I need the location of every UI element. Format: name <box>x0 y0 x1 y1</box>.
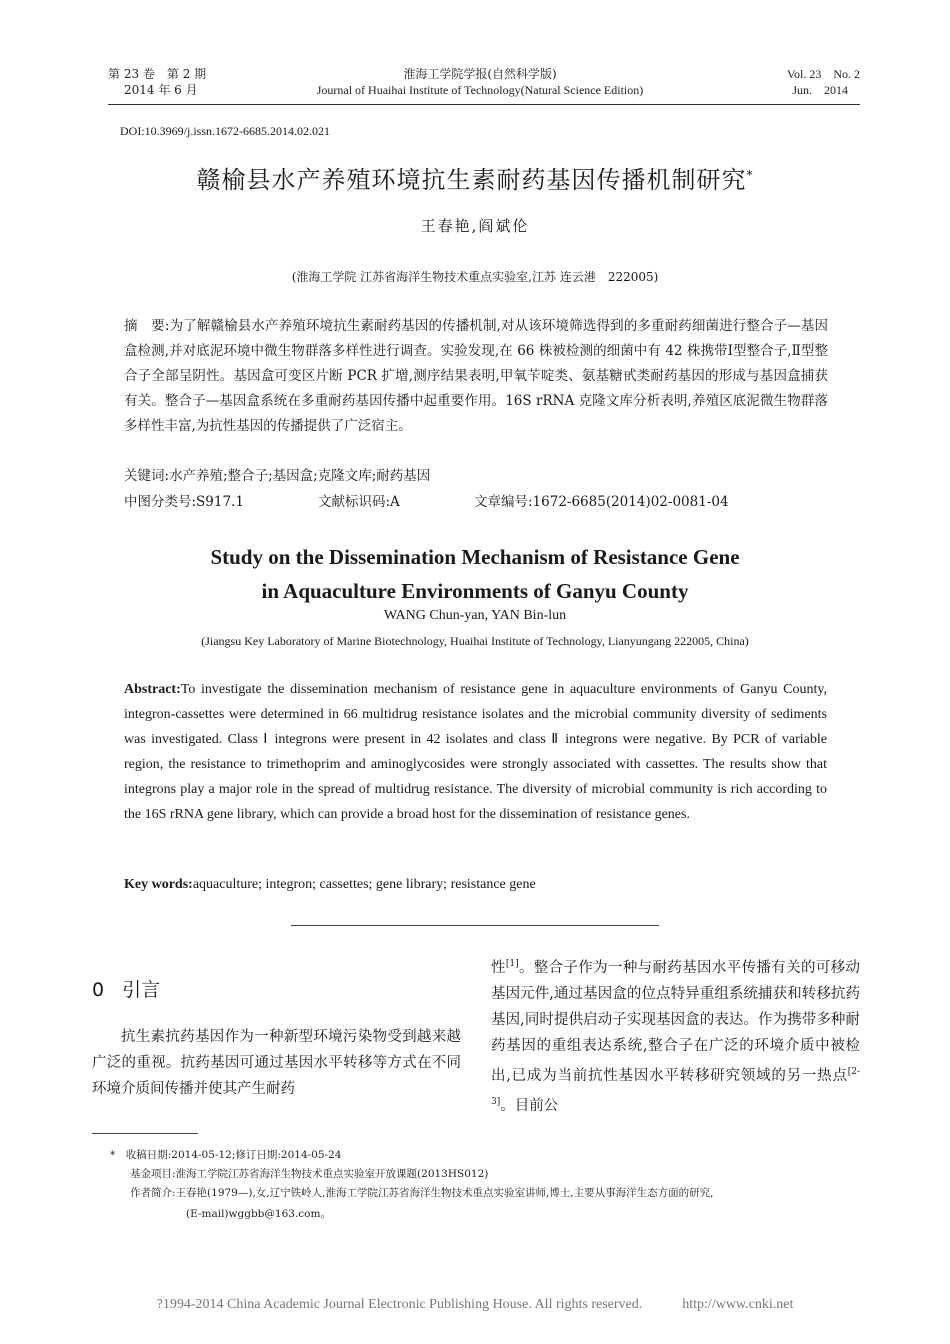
abstract-cn-label: 摘 要: <box>124 318 170 334</box>
footnote-email: (E-mail)wggbb@163.com。 <box>186 1208 331 1220</box>
header-journal-en: Journal of Huaihai Institute of Technology(Natural Science Edition) <box>316 83 644 97</box>
doi: DOI:10.3969/j.issn.1672-6685.2014.02.021 <box>120 124 330 138</box>
footnote-fund: 基金项目:淮海工学院江苏省海洋生物技术重点实验室开放课题(2013HS012) <box>130 1168 489 1180</box>
title-en-line1: Study on the Dissemination Mechanism of Resistance Gene <box>210 545 740 569</box>
header-rule <box>108 104 860 105</box>
title-en-line2: in Aquaculture Environments of Ganyu County <box>261 579 689 603</box>
title-cn-text: 赣榆县水产养殖环境抗生素耐药基因传播机制研究 <box>196 166 747 194</box>
authors-en: WANG Chun-yan, YAN Bin-lun <box>383 608 567 623</box>
affiliation-en: (Jiangsu Key Laboratory of Marine Biotechnology, Huaihai Institute of Technology, Lianyungang 222005, China) <box>201 634 749 648</box>
header-journal-cn: 淮海工学院学报(自然科学版) <box>403 67 557 81</box>
clc-number: 中图分类号:S917.1 <box>124 494 244 510</box>
title-en <box>0 540 950 608</box>
body-right-part1: 性 <box>491 959 506 976</box>
header-issue-en <box>730 66 860 98</box>
keywords-cn-text: 水产养殖;整合子;基因盒;克隆文库;耐药基因 <box>169 468 431 484</box>
copyright-notice: ?1994-2014 China Academic Journal Electronic Publishing House. All rights reserved. <box>156 1297 643 1312</box>
page-footer <box>0 1297 950 1313</box>
keywords-cn-label: 关键词: <box>124 468 170 484</box>
body-column-right <box>491 951 860 1118</box>
header-volume-issue: 第 23 卷 第 2 期 <box>108 67 207 81</box>
abstract-en-text: To investigate the dissemination mechanism of resistance gene in aquaculture environments of Ganyu County, integron-cassettes were determined in 66 multidrug resistance isolates and the microbial community diversity of sediments was investigated. Class Ⅰ integrons were present in 42 isolates and class Ⅱ integrons were negative. By PCR of variable region, the resistance to trimethoprim and aminoglycosides were strongly associated with cassettes. The results show that integrons play a major role in the spread of multidrug resistance. The diversity of microbial community is rich according to the 16S rRNA gene library, which can provide a broad host for the dissemination of resistance genes. <box>124 682 827 822</box>
title-cn <box>0 160 950 195</box>
article-number: 文章编号:1672-6685(2014)02-0081-04 <box>474 494 729 510</box>
footnote-author-intro: 作者简介:王春艳(1979—),女,辽宁铁岭人,淮海工学院江苏省海洋生物技术重点实验室讲师,博士,主要从事海洋生态方面的研究, <box>130 1187 714 1199</box>
section-title: 引言 <box>122 979 161 1001</box>
keywords-cn <box>124 464 430 484</box>
header-vol-no: Vol. 23 No. 2 <box>786 67 860 81</box>
header-date-en: Jun. 2014 <box>792 83 848 97</box>
abstract-en-label: Abstract: <box>124 682 181 697</box>
cnki-link[interactable]: http://www.cnki.net <box>682 1297 794 1312</box>
keywords-en-label: Key words: <box>124 877 193 892</box>
abstract-cn-text: 为了解赣榆县水产养殖环境抗生素耐药基因的传播机制,对从该环境筛选得到的多重耐药细菌进行整合子—基因盒检测,并对底泥环境中微生物群落多样性进行调查。实验发现,在 66 株被检测的细菌中有 42 株携带Ⅰ型整合子,Ⅱ型整合子全部呈阴性。基因盒可变区片断 PCR 扩增,测序结果表明,甲氧苄啶类、氨基糖甙类耐药基因的形成与基因盒捕获有关。整合子—基因盒系统在多重耐药基因传播中起重要作用。16S rRNA 克隆文库分析表明,养殖区底泥微生物群落多样性丰富,为抗性基因的传播提供了广泛宿主。 <box>124 318 828 434</box>
abstract-en <box>124 677 827 827</box>
body-right-part2: 。整合子作为一种与耐药基因水平传播有关的可移动基因元件,通过基因盒的位点特异重组系统捕获和转移抗药基因,同时提供启动子实现基因盒的表达。作为携带多种耐药基因的重组表达系统,整合子在广泛的环境介质中被检出,已成为当前抗性基因水平转移研究领域的另一热点 <box>491 959 860 1084</box>
abstract-cn <box>124 314 828 439</box>
section-heading <box>92 975 160 1002</box>
footnote-received: * 收稿日期:2014-05-12;修订日期:2014-05-24 <box>110 1149 342 1161</box>
abstract-separator <box>291 925 659 926</box>
citation-ref: [2-3] <box>491 1066 860 1107</box>
citation-ref: [1] <box>505 959 519 969</box>
keywords-en <box>124 877 536 893</box>
body-column-left: 抗生素抗药基因作为一种新型环境污染物受到越来越广泛的重视。抗药基因可通过基因水平转移等方式在不同环境介质间传播并使其产生耐药 <box>92 1029 461 1097</box>
footnote-rule <box>92 1133 198 1134</box>
section-number: 0 <box>92 979 105 1001</box>
document-code: 文献标识码:A <box>318 494 400 510</box>
authors-cn: 王春艳,阎斌伦 <box>420 217 530 235</box>
keywords-en-text: aquaculture; integron; cassettes; gene library; resistance gene <box>192 877 536 892</box>
header-issue-cn <box>108 66 206 98</box>
header-journal <box>290 66 670 98</box>
header-date-cn: 2014 年 6 月 <box>124 83 198 97</box>
title-footnote-mark: * <box>746 168 754 182</box>
affiliation-cn: (淮海工学院 江苏省海洋生物技术重点实验室,江苏 连云港 222005) <box>291 270 659 284</box>
body-right-part3: 。目前公 <box>500 1097 559 1114</box>
